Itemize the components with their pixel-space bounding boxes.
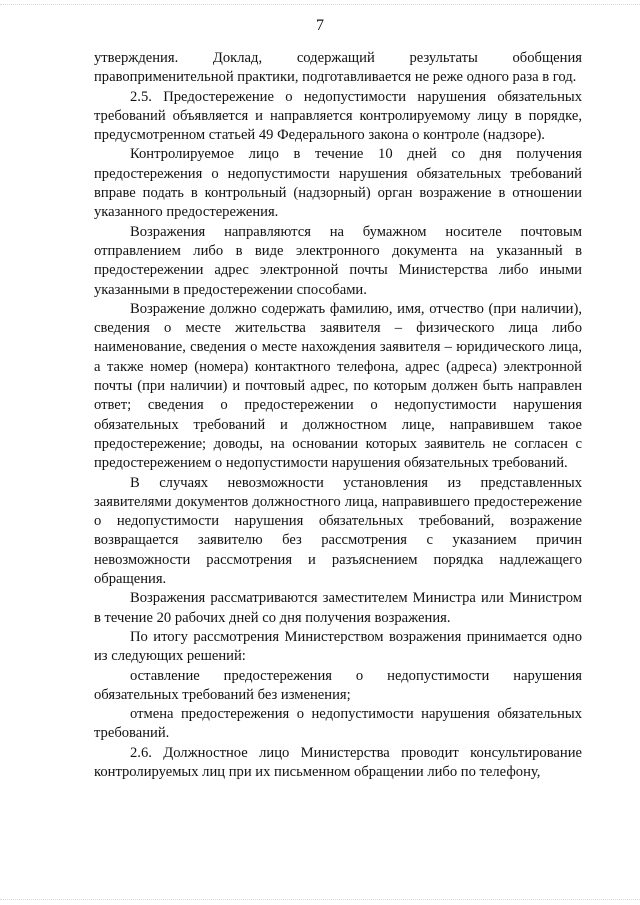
paragraph-decision-keep: оставление предостережения о недопустимости нарушения обязательных требований без изменения; [94, 667, 582, 703]
document-body [94, 49, 582, 782]
scan-edge-top [0, 4, 640, 5]
paragraph-objection-return: В случаях невозможности установления из представленных заявителями документов должностного лица, направившего предостережение о недопустимости нарушения обязательных требований, возражение возвращается заявителю без рассмотрения с указанием причин невозможности рассмотрения и разъяснением порядка надлежащего обращения. [94, 474, 582, 588]
paragraph-continuation: утверждения. Доклад, содержащий результаты обобщения правоприменительной практики, подготавливается не реже одного раза в год. [94, 50, 582, 86]
paragraph-2-6: 2.6. Должностное лицо Министерства проводит консультирование контролируемых лиц при их письменном обращении либо по телефону, [94, 744, 582, 780]
scan-edge-bottom [0, 899, 640, 900]
paragraph-objection-right: Контролируемое лицо в течение 10 дней со дня получения предостережения о недопустимости нарушения обязательных требований вправе подать в контрольный (надзорный) орган возражение в отношении указанного предостережения. [94, 146, 582, 221]
paragraph-objection-review: Возражения рассматриваются заместителем Министра или Министром в течение 20 рабочих дней со дня получения возражения. [94, 590, 582, 626]
paragraph-decision-intro: По итогу рассмотрения Министерством возражения принимается одно из следующих решений: [94, 628, 582, 665]
paragraph-objection-delivery: Возражения направляются на бумажном носителе почтовым отправлением либо в виде электронного документа на указанный в предостережении адрес электронной почты Министерства либо иными указанными в предостережении способами. [94, 223, 582, 298]
paragraph-2-5: 2.5. Предостережение о недопустимости нарушения обязательных требований объявляется и направляется контролируемому лицу в порядке, предусмотренном статьей 49 Федерального закона о контроле (надзоре). [94, 88, 582, 144]
page-number: 7 [316, 17, 324, 34]
paragraph-objection-contents: Возражение должно содержать фамилию, имя, отчество (при наличии), сведения о месте жительства заявителя – физического лица либо наименование, сведения о месте нахождения заявителя – юридического лица, а также номер (номера) контактного телефона, адрес (адреса) электронной почты (при наличии) и почтовый адрес, по которым должен быть направлен ответ; сведения о предостережении о недопустимости нарушения обязательных требований и должностном лице, направившем такое предостережение; доводы, на основании которых заявитель не согласен с предостережением о недопустимости нарушения обязательных требований. [94, 300, 582, 472]
paragraph-decision-cancel: отмена предостережения о недопустимости нарушения обязательных требований. [94, 706, 582, 742]
